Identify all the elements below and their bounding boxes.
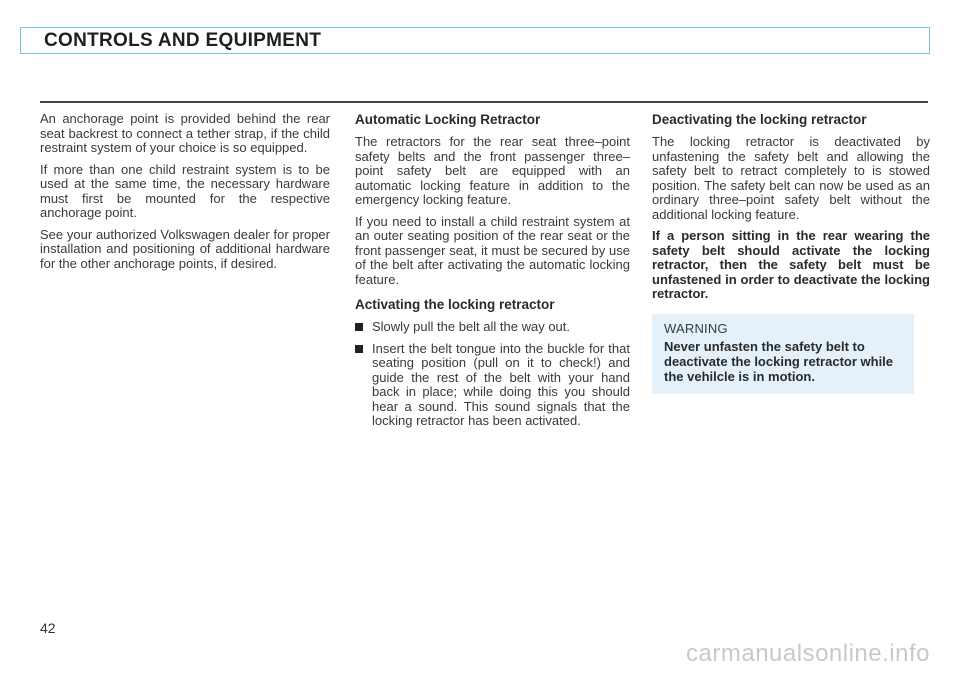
column-left [40,112,330,278]
section-heading: Automatic Locking Retractor [355,112,541,127]
list-item [355,342,630,429]
paragraph: The locking retractor is deactivated by unfastening the safety belt and allowing the safety belt to retract completely to is stowed position. The safety belt can now be used as an ordinary three–point safety belt without the additional locking feature. [652,134,930,222]
section-heading: Deactivating the locking retractor [652,112,867,127]
section-title: CONTROLS AND EQUIPMENT [44,30,322,51]
paragraph: If more than one child restraint system is to be used at the same time, the necessary hardware must first be mounted for the respective anchorage point. [40,161,330,220]
page-number: 42 [40,620,56,636]
paragraph: An anchorage point is provided behind the rear seat backrest to connect a tether strap, if the child restraint system of your choice is so equipped. [40,111,330,155]
paragraph: The retractors for the rear seat three–point safety belts and the front passenger three–point safety belt are equipped with an automatic locking feature in addition to the emergency locking feature. [355,134,630,207]
paragraph: See your authorized Volkswagen dealer for proper installation and positioning of additional hardware for the other anchorage points, if desired. [40,226,330,271]
divider-rule [40,101,928,103]
bold-paragraph: If a person sitting in the rear wearing the safety belt should activate the locking retractor, then the safety belt must be unfastened in order to deactivate the locking retractor. [652,228,930,301]
square-bullet-icon [355,345,363,353]
paragraph: If you need to install a child restraint system at an outer seating position of the rear seat or the front passenger seat, it must be secured by use of the belt after activating the automatic locking feature. [355,213,630,287]
list-item-text: Insert the belt tongue into the buckle for that seating position (pull on it to check!) and guide the rest of the belt with your hand back in place; while doing this you should hear a sound. This sound signals that the locking retractor has been activated. [372,340,630,428]
column-middle [355,112,630,436]
warning-box [652,314,914,395]
watermark: carmanualsonline.info [686,640,930,667]
square-bullet-icon [355,323,363,331]
warning-heading: WARNING [664,320,728,336]
list-item [355,320,630,335]
list-item-text: Slowly pull the belt all the way out. [372,319,570,334]
section-heading: Activating the locking retractor [355,297,555,312]
column-right [652,112,930,394]
warning-text: Never unfasten the safety belt to deactivate the locking retractor while the vehilcle is in motion. [664,339,894,384]
